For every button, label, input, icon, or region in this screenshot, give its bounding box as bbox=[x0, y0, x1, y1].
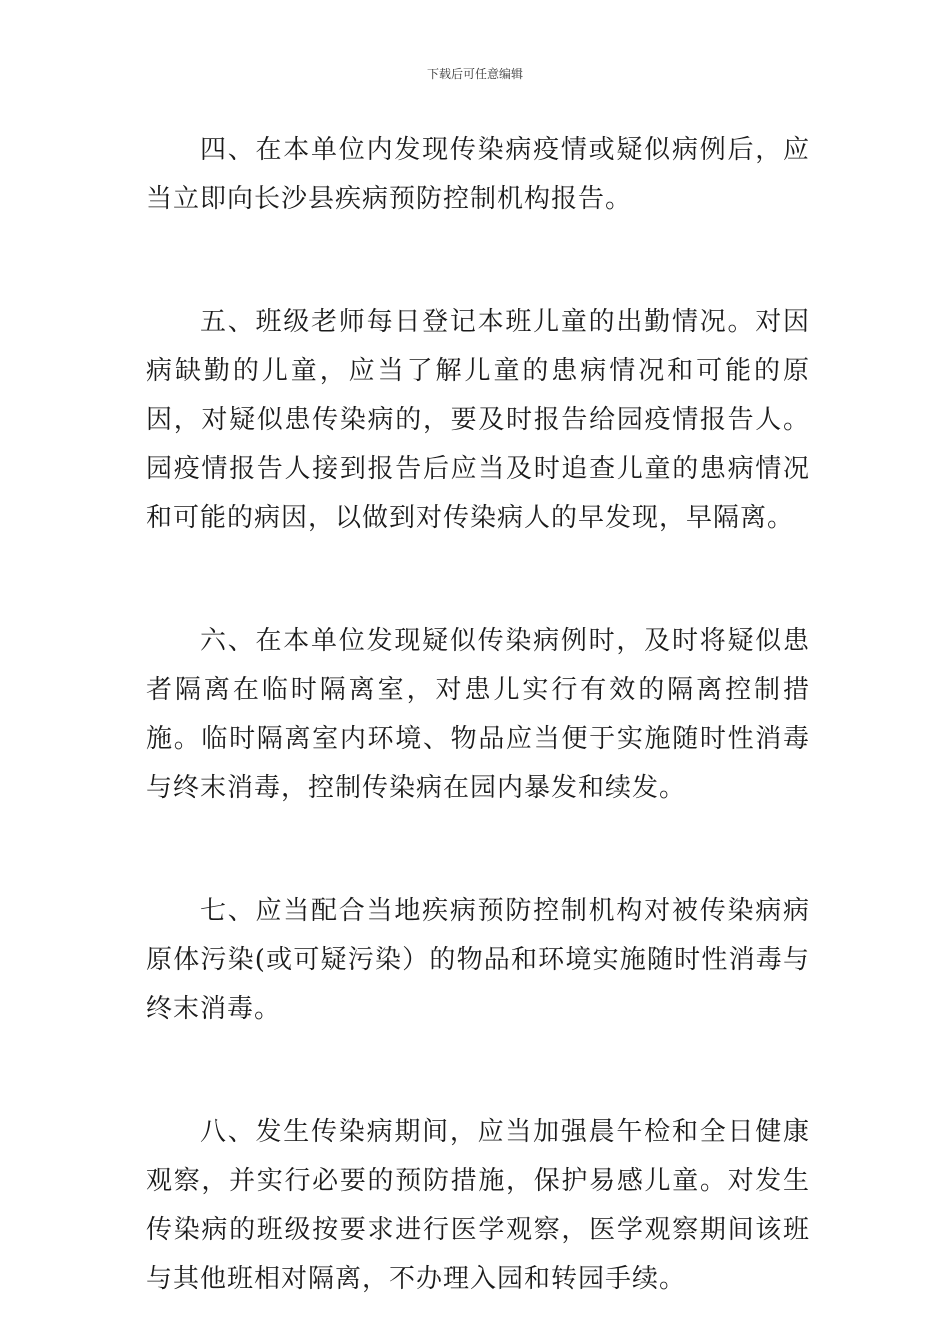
paragraph-item-6: 六、在本单位发现疑似传染病例时，及时将疑似患者隔离在临时隔离室，对患儿实行有效的隔离控制措施。临时隔离室内环境、物品应当便于实施随时性消毒与终末消毒，控制传染病在园内暴发和续发。 bbox=[146, 626, 810, 803]
paragraph-item-8: 八、发生传染病期间，应当加强晨午检和全日健康观察，并实行必要的预防措施，保护易感儿童。对发生传染病的班级按要求进行医学观察，医学观察期间该班与其他班相对隔离，不办理入园和转园手续。 bbox=[146, 1117, 810, 1294]
paragraph-item-7: 七、应当配合当地疾病预防控制机构对被传染病病原体污染(或可疑污染）的物品和环境实施随时性消毒与终末消毒。 bbox=[146, 896, 810, 1024]
paragraph-item-4: 四、在本单位内发现传染病疫情或疑似病例后，应当立即向长沙县疾病预防控制机构报告。 bbox=[146, 135, 810, 214]
paragraph-item-5: 五、班级老师每日登记本班儿童的出勤情况。对因病缺勤的儿童，应当了解儿童的患病情况和可能的原因，对疑似患传染病的，要及时报告给园疫情报告人。园疫情报告人接到报告后应当及时追查儿童的患病情况和可能的病因，以做到对传染病人的早发现，早隔离。 bbox=[146, 307, 810, 533]
page-header-note: 下载后可任意编辑 bbox=[426, 67, 523, 81]
document-body bbox=[146, 126, 810, 1304]
